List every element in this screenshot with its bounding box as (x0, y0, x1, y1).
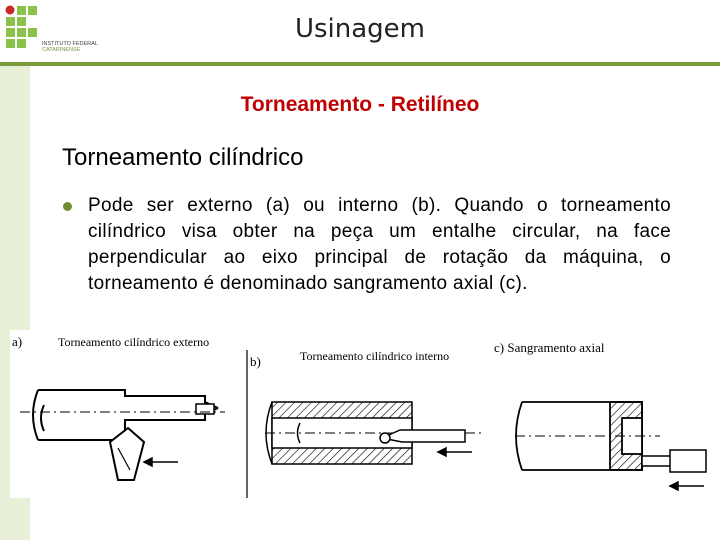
panel-a-caption: Torneamento cilíndrico externo (58, 335, 210, 349)
turning-diagram-figure (10, 330, 710, 498)
panel-a-label: a) (12, 334, 23, 349)
section-heading: Torneamento cilíndrico (62, 144, 304, 171)
panel-b-label: b) (250, 354, 261, 369)
panel-b-caption: Torneamento cilíndrico interno (300, 349, 450, 363)
logo-text-line1: INSTITUTO FEDERAL (42, 41, 98, 47)
header-title: Usinagem (294, 14, 426, 44)
panel-c-label: c) Sangramento axial (494, 340, 605, 355)
header-divider (0, 62, 720, 66)
slide-subtitle: Torneamento - Retilíneo (240, 93, 480, 116)
bullet-dot-icon (63, 202, 72, 211)
bullet-text: Pode ser externo (a) ou interno (b). Quando o torneamento cilíndrico visa obter na peça um entalhe circular, na face perpendicular ao eixo principal de rotação da máquina, o torneamento é denominado sangramento axial (c). (88, 195, 671, 294)
logo-text-line2: CATARINENSE (42, 47, 81, 53)
